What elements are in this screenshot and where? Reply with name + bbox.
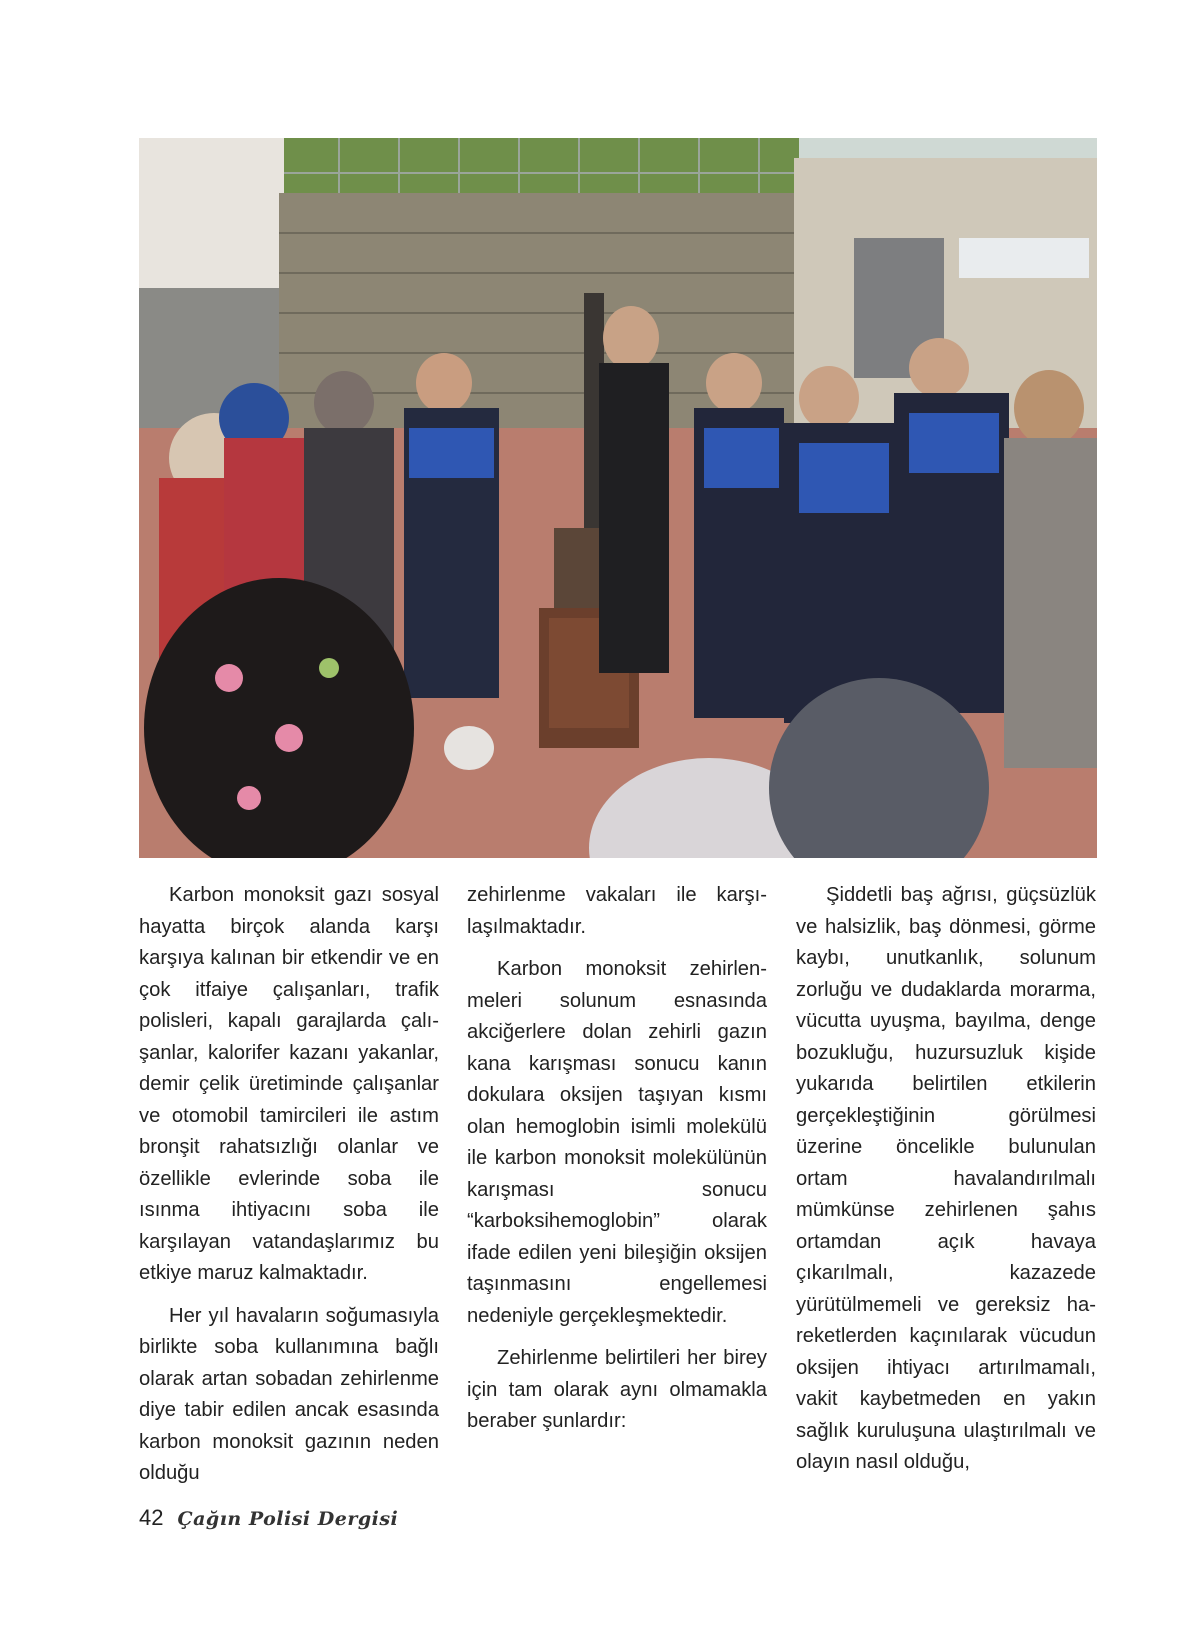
paragraph: Şiddetli baş ağrısı, güçsüzlük ve halsizlik, baş dönmesi, görme kaybı, unutkanlık, solunum zorluğu ve dudaklarda morarma, vücutta uyuşma, bayılma, denge bozukluğu, huzursuzluk kişide yukarıda belirtilen etkilerin gerçekleştiğinin görülmesi üzerine öncelikle bulunulan ortam havalandırılmalı mümkünse zehirlenen şahıs ortamdan açık havaya çıkarılmalı, kazazede yürütülmemeli ve gereksiz hareketlerden kaçınılarak vücudun oksijen ihtiyacı artırılmamalı, vakit kaybetmeden en yakın sağlık kuruluşuna ulaştırılmalı ve olayın nasıl olduğu, (796, 884, 1096, 1473)
article-photo (139, 138, 1097, 858)
photo-image (139, 138, 1097, 858)
page-footer (139, 1505, 398, 1537)
text-column-2 (467, 880, 767, 1449)
page-number: 42 (139, 1505, 164, 1530)
text-column-3 (796, 880, 1096, 1490)
paragraph: Karbon monoksit zehirlenmeleri solunum esnasında akciğerlere dolan zehirli gazın kana karışması sonucu kanın dokulara oksijen taşıyan kısmı olan hemoglobin isimli molekülü ile karbon monoksit molekülünün karışması sonucu “karboksihemoglobin” olarak ifade edilen yeni bileşiğin oksijen taşınmasını engellemesi nedeniyle gerçekleşmektedir. (467, 958, 767, 1327)
paragraph: Karbon monoksit gazı sosyal hayatta birçok alanda karşı karşıya kalınan bir etkendir ve en çok itfaiye çalışanları, trafik polisleri, kapalı garajlarda çalışanlar, kalorifer kazanı yakanlar, demir çelik üretiminde çalışanlar ve otomobil tamircileri ile astım bronşit rahatsızlığı olanlar ve özellikle evlerinde soba ile ısınma ihtiyacını soba ile karşılayan vatandaşlarımız bu etkiye maruz kalmaktadır. (139, 884, 439, 1284)
paragraph: Zehirlenme belirtileri her birey için tam olarak aynı olmamakla beraber şunlardır: (467, 1347, 767, 1432)
paragraph: zehirlenme vakaları ile karşılaşılmaktadır. (467, 884, 767, 938)
text-column-1 (139, 880, 439, 1501)
magazine-title: Çağın Polisi Dergisi (177, 1508, 399, 1530)
paragraph: Her yıl havaların soğumasıyla birlikte soba kullanımına bağlı olarak artan sobadan zehirlenme diye tabir edilen ancak esasında karbon monoksit gazının neden olduğu (139, 1304, 439, 1484)
